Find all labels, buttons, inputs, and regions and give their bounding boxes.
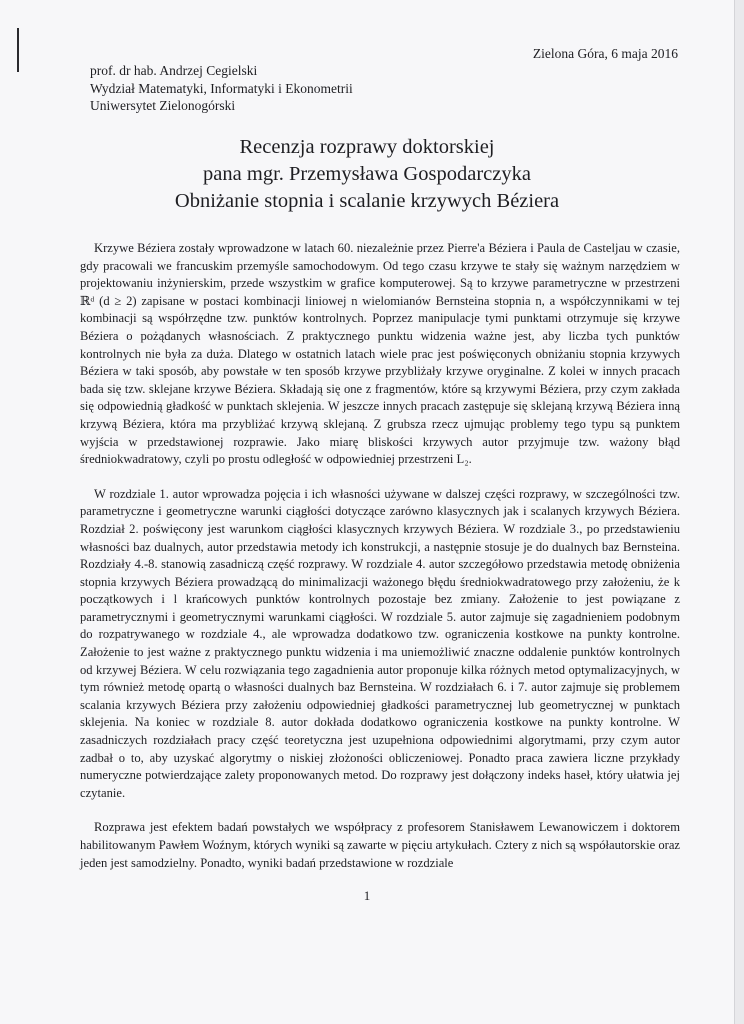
review-body xyxy=(80,240,680,889)
author-name: prof. dr hab. Andrzej Cegielski xyxy=(90,63,258,78)
title-line-1: Recenzja rozprawy doktorskiej xyxy=(239,136,495,158)
paragraph-chapters: W rozdziale 1. autor wprowadza pojęcia i ich własności używane w dalszej części rozprawy, w szczególności tzw. parametryczne i geometryczne warunki ciągłości dotyczące zarówno klasycznych jak i scalanych krzywych Béziera. Rozdział 2. poświęcony jest warunkom ciągłości klasycznych krzywych Béziera. W rozdziale 3., po przedstawieniu własności baz dualnych, autor przedstawia metody ich konstrukcji, a następnie stosuje je do dualnych baz Bernsteina. Rozdziały 4.-8. stanowią zasadniczą część rozprawy. W rozdziale 4. autor szczegółowo przedstawia metodę obniżenia stopnia krzywych Béziera prowadzącą do minimalizacji ważonego błędu średniokwadratowego przy założeniu, że k początkowych i l krańcowych punktów kontrolnych pozostaje bez zmiany. Założenie to jest powiązane z parametrycznymi i geometrycznymi warunkami ciągłości. W rozdziale 5. autor zajmuje się zagadnieniem podobnym do rozpatrywanego w rozdziale 4., ale wprowadza dodatkowo tzw. ograniczenia kostkowe na punkty kontrolne. Założenie to jest ważne z praktycznego punktu widzenia i ma uniemożliwić znaczne oddalenie punktów kontrolnych od krzywej Béziera. W celu rozwiązania tego zagadnienia autor proponuje kilka różnych metod optymalizacyjnych, w tym również metodę opartą o własności dualnych baz Bernsteina. W rozdziałach 6. i 7. autor zajmuje się problemem scalania krzywych Béziera przy założeniu odpowiedniej gładkości parametrycznej lub geometrycznej w punktach sklejenia. Na koniec w rozdziale 8. autor dokłada dodatkowo ograniczenia kostkowe na punkty kontrolne. W zasadniczych rozdziałach pracy część teoretyczna jest uzupełniona odpowiednimi algorytmami, przy czym autor zadbał o to, aby uzyskać algorytmy o niskiej złożoności obliczeniowej. Ponadto praca zawiera liczne przykłady numeryczne potwierdzające zalety proponowanych metod. Do rozprawy jest dołączony indeks haseł, który ułatwia jej czytanie. xyxy=(80,486,680,800)
review-title xyxy=(0,134,734,215)
title-line-2: pana mgr. Przemysława Gospodarczyka xyxy=(203,163,531,185)
author-faculty: Wydział Matematyki, Informatyki i Ekonometrii xyxy=(90,80,353,96)
page-number: 1 xyxy=(363,888,371,903)
author-block xyxy=(90,62,353,115)
margin-mark xyxy=(17,28,19,72)
paragraph-collaboration: Rozprawa jest efektem badań powstałych we współpracy z profesorem Stanisławem Lewanowiczem i doktorem habilitowanym Pawłem Woźnym, których wyniki są zawarte w pięciu artykułach. Cztery z nich są współautorskie oraz jeden jest samodzielny. Ponadto, wyniki badań przedstawione w rozdziale xyxy=(80,820,680,870)
title-line-3: Obniżanie stopnia i scalanie krzywych Béziera xyxy=(174,190,560,212)
author-university: Uniwersytet Zielonogórski xyxy=(90,98,236,113)
paragraph-intro: Krzywe Béziera zostały wprowadzone w latach 60. niezależnie przez Pierre'a Béziera i Paula de Casteljau w czasie, gdy pracowali we francuskim przemyśle samochodowym. Od tego czasu krzywe te stały się ważnym narzędziem w projektowaniu inżynierskim, przede wszystkim w grafice komputerowej. Są to krzywe parametryczne w przestrzeni ℝᵈ (d ≥ 2) zapisane w postaci kombinacji liniowej n wielomianów Bernsteina stopnia n, a współczynnikami w tej kombinacji są współrzędne tzw. punktów kontrolnych. Poprzez manipulacje tymi punktami otrzymuje się krzywe Béziera o pożądanych własnościach. Z praktycznego punktu widzenia ważne jest, aby liczba tych punktów kontrolnych nie była za duża. Dlatego w ostatnich latach wiele prac jest poświęconych obniżaniu stopnia krzywych Béziera w taki sposób, aby powstałe w ten sposób krzywe przybliżały krzywe oryginalne. Z kolei w innych pracach bada się tzw. sklejane krzywe Béziera. Składają się one z fragmentów, które są krzywymi Béziera, przy czym zakłada się odpowiednią gładkość w punktach sklejenia. W jeszcze innych pracach zastępuje się sklejaną krzywą Béziera inną krzywą Béziera, która ma przybliżać krzywą sklejaną. Z grubsza rzecz ujmując problemy tego typu są punktem wyjścia w przedstawionej rozprawie. Jako miarę bliskości krzywych autor przyjmuje tzw. ważony błąd średniokwadratowy, czyli po prostu odległość w odpowiedniej przestrzeni L₂. xyxy=(80,241,680,467)
document-date: Zielona Góra, 6 maja 2016 xyxy=(532,46,678,61)
